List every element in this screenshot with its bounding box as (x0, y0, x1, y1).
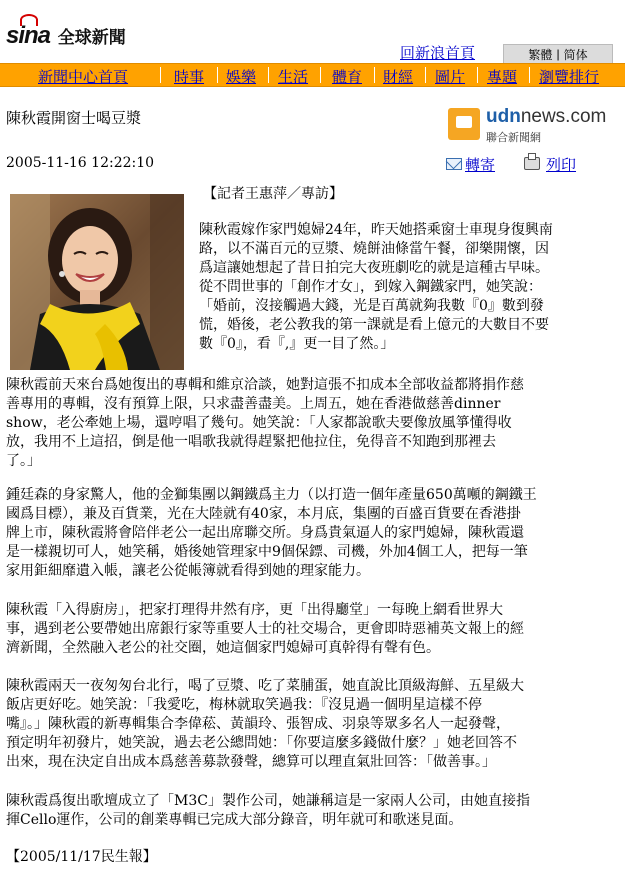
text-line: 事，遇到老公要帶她出席銀行家等重要人士的社交場合，更會即時惡補英文報上的經 (6, 621, 524, 637)
print-link[interactable]: 列印 (546, 156, 577, 174)
paragraph-3 (6, 486, 621, 581)
sina-wordmark: sina (6, 22, 51, 49)
nav-special[interactable]: 專題 (487, 68, 518, 86)
sina-eye-icon (20, 14, 38, 26)
text-line: 嘴』。」陳秋霞的新專輯集合李偉菘、黃韻玲、張智成、羽泉等眾多名人一起發聲， (6, 716, 510, 732)
text-line: 慌，婚後，老公教我的第一課就是看上億元的大數目不要 (199, 317, 549, 333)
text-line: 陳秋霞嫁作家門媳婦24年，昨天她搭乘窗士車現身復興南 (199, 222, 553, 238)
text-line: 爲這讓她想起了昔日拍完大夜班劇吃的就是這種古早味。 (199, 260, 549, 276)
text-line: 陳秋霞爲復出歌壇成立了「M3C」製作公司，她謙稱這是一家兩人公司，由她直接指 (6, 793, 530, 809)
lang-simplified-button[interactable]: 简体 (563, 47, 588, 62)
paragraph-6 (6, 792, 621, 830)
text-line: 陳秋霞「入得廚房」，把家打理得井然有序，更「出得廳堂」一每晚上網看世界大 (6, 602, 503, 618)
text-line: 濟新聞，全然融入老公的社交圈，她這個家門媳婦可真幹得有聲有色。 (6, 640, 440, 656)
article-title: 陳秋霞開窗士喝豆漿 (6, 109, 142, 127)
text-line: 數『0』，看『,』更一目了然。」 (199, 336, 395, 352)
forward-link[interactable]: 轉寄 (465, 156, 496, 174)
nav-divider (320, 67, 321, 83)
text-line: 善專用的專輯，沒有預算上限，只求盡善盡美。上周五，她在香港做慈善dinner (6, 396, 501, 412)
source-credit: 【2005/11/17民生報】 (6, 849, 157, 865)
article-photo (10, 194, 184, 370)
nav-photos[interactable]: 圖片 (435, 68, 466, 86)
udn-logo[interactable] (448, 106, 618, 146)
main-nav (0, 63, 625, 87)
paragraph-5 (6, 677, 621, 772)
udn-subtitle: 聯合新聞網 (486, 132, 541, 144)
nav-divider (477, 67, 478, 83)
nav-ranking[interactable]: 瀏覽排行 (539, 68, 600, 86)
text-line: 陳秋霞前天來台爲她復出的專輯和維京洽談，她對這張不扣成本全部收益都將捐作慈 (6, 377, 524, 393)
nav-divider (529, 67, 530, 83)
sina-logo[interactable] (6, 22, 126, 50)
text-line: 從不問世事的「創作才女」，到嫁入鋼鐵家門，她笑說： (199, 279, 542, 295)
nav-life[interactable]: 生活 (278, 68, 309, 86)
text-line: 放，我用不上這招，倒是他一唱歌我就得趕緊把他拉住，免得音不知跑到那裡去 (6, 434, 496, 450)
article-datetime: 2005-11-16 12:22:10 (6, 155, 155, 171)
lang-traditional-button[interactable]: 繁體 (528, 47, 553, 62)
nav-divider (160, 67, 161, 83)
udn-wordmark: udnnews.com (486, 106, 607, 127)
text-line: 飯店更好吃。她笑說：「我愛吃，梅林就取笑過我：『沒見過一個明星這樣不停 (6, 697, 482, 713)
paragraph-2 (6, 376, 621, 471)
text-line: 陳秋霞兩天一夜匆匆台北行，喝了豆漿、吃了菜脯蛋，她直說比頂級海鮮、五星級大 (6, 678, 524, 694)
nav-divider (217, 67, 218, 83)
text-line: 是一樣親切可人，她笑稱，婚後她管理家中9個保鏢、司機，外加4個工人，把每一筆 (6, 544, 528, 560)
text-line: 出來，現在決定自出成本爲慈善募款發聲，總算可以理直氣壯回答：「做善事。」 (6, 754, 496, 770)
nav-current-affairs[interactable]: 時事 (174, 68, 205, 86)
lang-divider: | (556, 47, 560, 61)
printer-icon[interactable] (524, 157, 540, 170)
nav-divider (374, 67, 375, 83)
sina-home-link[interactable]: 回新浪首頁 (400, 44, 476, 62)
byline: 【記者王惠萍／專訪】 (203, 186, 343, 202)
text-line: 了。」 (6, 453, 41, 469)
text-line: 家用鉅細靡遺入帳，讓老公從帳簿就看得到她的理家能力。 (6, 563, 370, 579)
paragraph-1 (199, 221, 619, 354)
text-line: 牌上市，陳秋霞將會陪伴老公一起出席聯交所。身爲貴氣逼人的家門媳婦，陳秋霞還 (6, 525, 524, 541)
text-line: 揮Cello運作，公司的創業專輯已完成大部分錄音，明年就可和歌迷見面。 (6, 812, 463, 828)
nav-finance[interactable]: 財經 (383, 68, 414, 86)
language-switch (503, 44, 613, 64)
udn-plug-icon (448, 108, 480, 140)
nav-news-home[interactable]: 新聞中心首頁 (38, 68, 129, 86)
text-line: show，老公牽她上場，還哼唱了幾句。她笑說：「人家都說歌夫要像放風箏懂得收 (6, 415, 512, 431)
text-line: 國爲目標），兼及百貨業，光在大陸就有40家，本月底，集團的百盛百貨要在香港掛 (6, 506, 521, 522)
nav-sports[interactable]: 體育 (332, 68, 363, 86)
text-line: 「婚前，沒接觸過大錢，光是百萬就夠我數『0』數到發 (199, 298, 544, 314)
nav-divider (425, 67, 426, 83)
text-line: 路，以不滿百元的豆漿、燒餅油條當午餐，卻樂開懷，因 (199, 241, 549, 257)
mail-icon[interactable] (446, 158, 462, 170)
paragraph-4 (6, 601, 621, 658)
nav-divider (268, 67, 269, 83)
text-line: 預定明年初發片，她笑說，過去老公總問她：「你要這麼多錢做什麼？」她老回答不 (6, 735, 517, 751)
portrait-illustration (10, 194, 184, 370)
global-news-label: 全球新聞 (57, 28, 126, 47)
nav-entertainment[interactable]: 娛樂 (226, 68, 257, 86)
text-line: 鍾廷森的身家驚人，他的金獅集團以鋼鐵爲主力（以打造一個年產量650萬噸的鋼鐵王 (6, 487, 537, 503)
